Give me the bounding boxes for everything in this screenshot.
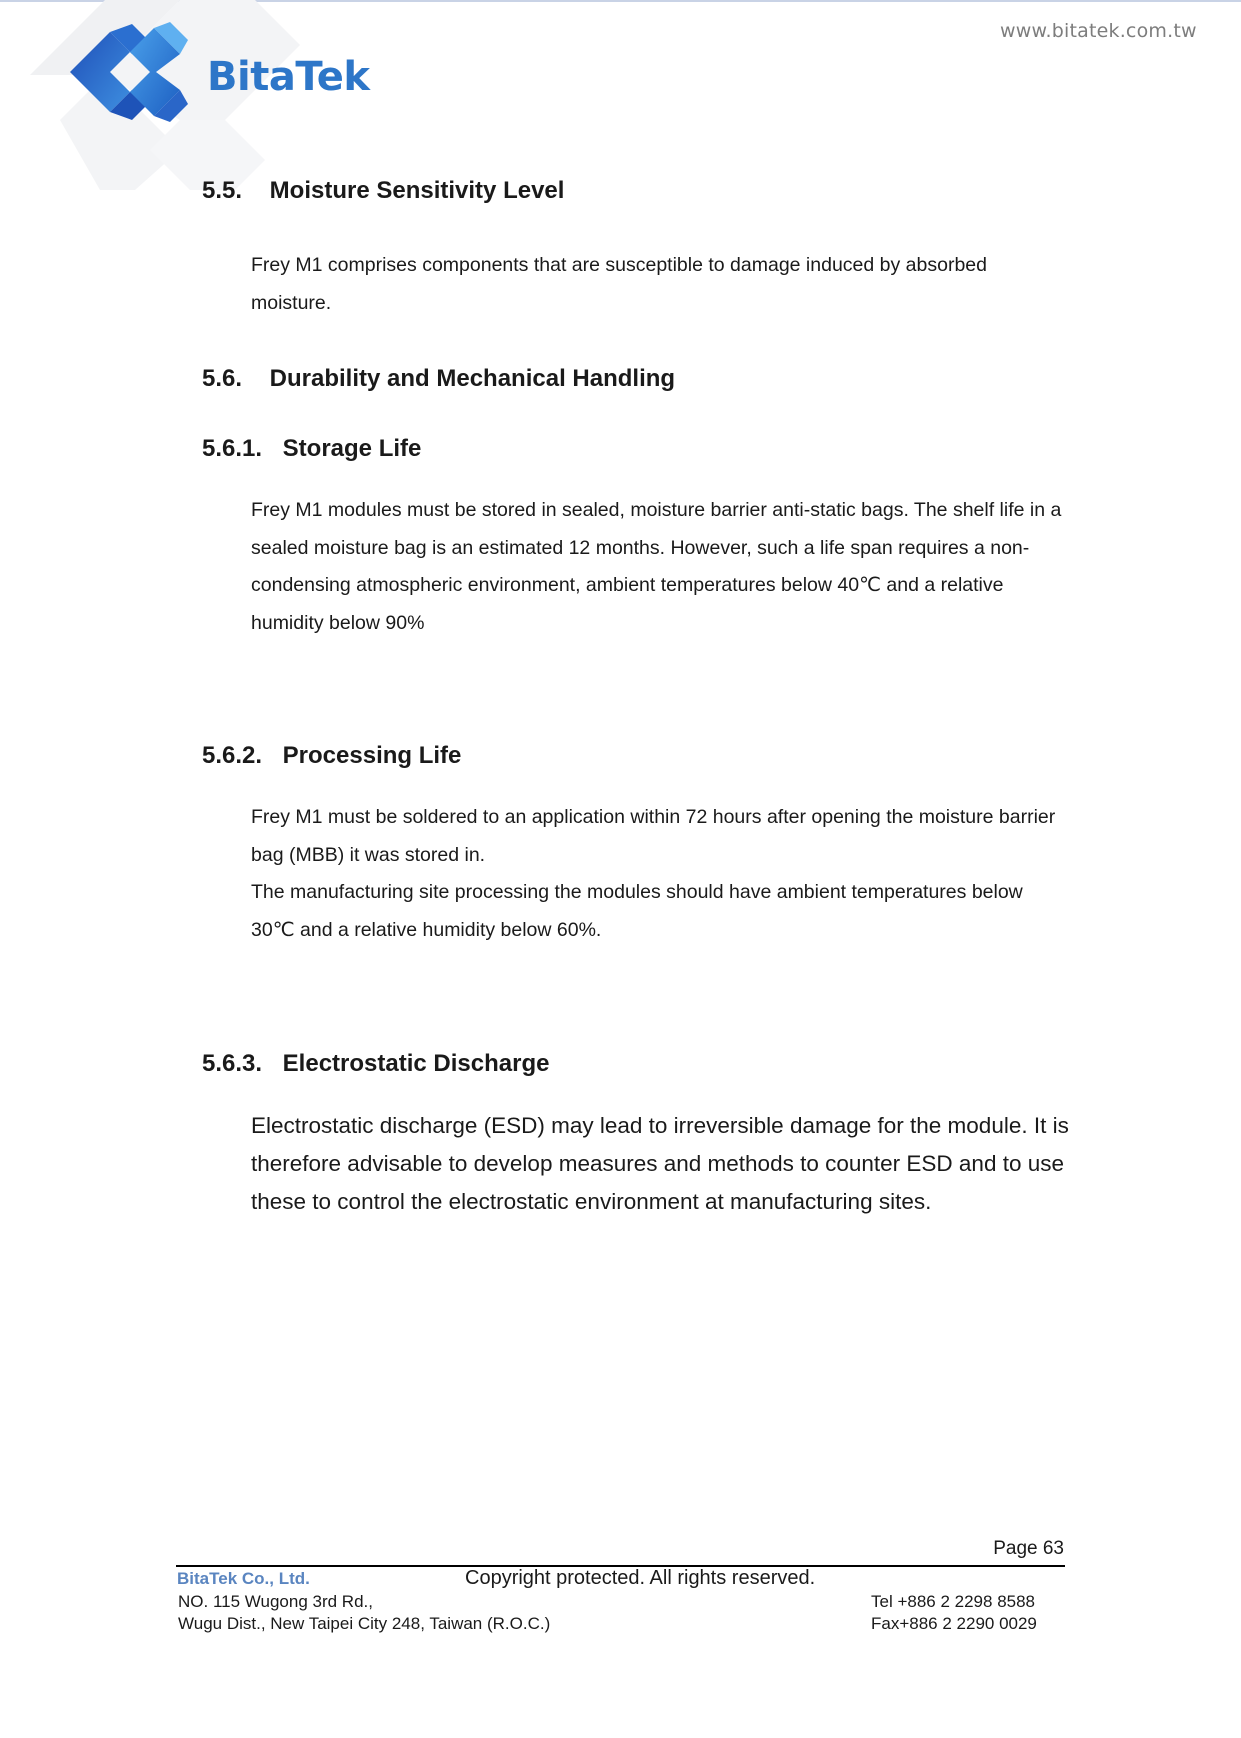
- header-logo: [0, 0, 420, 190]
- paragraph-text: Frey M1 modules must be stored in sealed, moisture barrier anti-static bags. The shelf life in a sealed moisture bag is an estimated 12 months. However, such a life span requires a non-condensing atmospheric environment, ambient temperatures below 40℃ and a relative humidity below 90%: [251, 499, 1062, 634]
- paragraph-text: Frey M1 must be soldered to an application within 72 hours after opening the moisture barrier bag (MBB) it was stored in.: [251, 806, 1056, 866]
- paragraph-text: Frey M1 comprises components that are susceptible to damage induced by absorbed moisture.: [251, 254, 987, 314]
- paragraph-5-5: [251, 247, 1051, 322]
- paragraph-5-6-1: [251, 492, 1071, 642]
- website-url[interactable]: www.bitatek.com.tw: [1000, 20, 1197, 42]
- section-number: 5.6.1.: [202, 435, 263, 462]
- paragraph-5-6-3: [251, 1107, 1071, 1221]
- footer-copyright: Copyright protected. All rights reserved.: [465, 1567, 816, 1589]
- paragraph-5-6-2: [251, 799, 1056, 949]
- heading-5-6-1: [202, 435, 421, 463]
- footer-address-line1: NO. 115 Wugong 3rd Rd.,: [178, 1592, 373, 1611]
- section-title: Processing Life: [282, 742, 462, 769]
- heading-5-6-2: [202, 742, 461, 770]
- section-title: Moisture Sensitivity Level: [269, 177, 565, 204]
- section-number: 5.6.: [202, 365, 243, 392]
- section-title: Electrostatic Discharge: [282, 1050, 550, 1077]
- page-number: Page 63: [993, 1538, 1064, 1559]
- paragraph-text: Electrostatic discharge (ESD) may lead to irreversible damage for the module. It is therefore advisable to develop measures and methods to counter ESD and to use these to control the electrostatic environment at manufacturing sites.: [251, 1113, 1069, 1214]
- section-number: 5.5.: [202, 177, 243, 204]
- logo-text: BitaTek: [207, 54, 370, 100]
- heading-5-6-3: [202, 1050, 549, 1078]
- section-title: Storage Life: [282, 435, 422, 462]
- footer-tel: Tel +886 2 2298 8588: [871, 1592, 1036, 1611]
- section-number: 5.6.2.: [202, 742, 263, 769]
- section-title: Durability and Mechanical Handling: [269, 365, 676, 392]
- heading-5-6: [202, 365, 675, 393]
- heading-5-5: [202, 177, 564, 205]
- footer-address-line2: Wugu Dist., New Taipei City 248, Taiwan (R.O.C.): [178, 1614, 551, 1633]
- footer-fax: Fax+886 2 2290 0029: [871, 1614, 1037, 1633]
- paragraph-text: The manufacturing site processing the modules should have ambient temperatures below 30℃ and a relative humidity below 60%.: [251, 881, 1023, 941]
- footer-company: BitaTek Co., Ltd.: [177, 1569, 310, 1588]
- section-number: 5.6.3.: [202, 1050, 263, 1077]
